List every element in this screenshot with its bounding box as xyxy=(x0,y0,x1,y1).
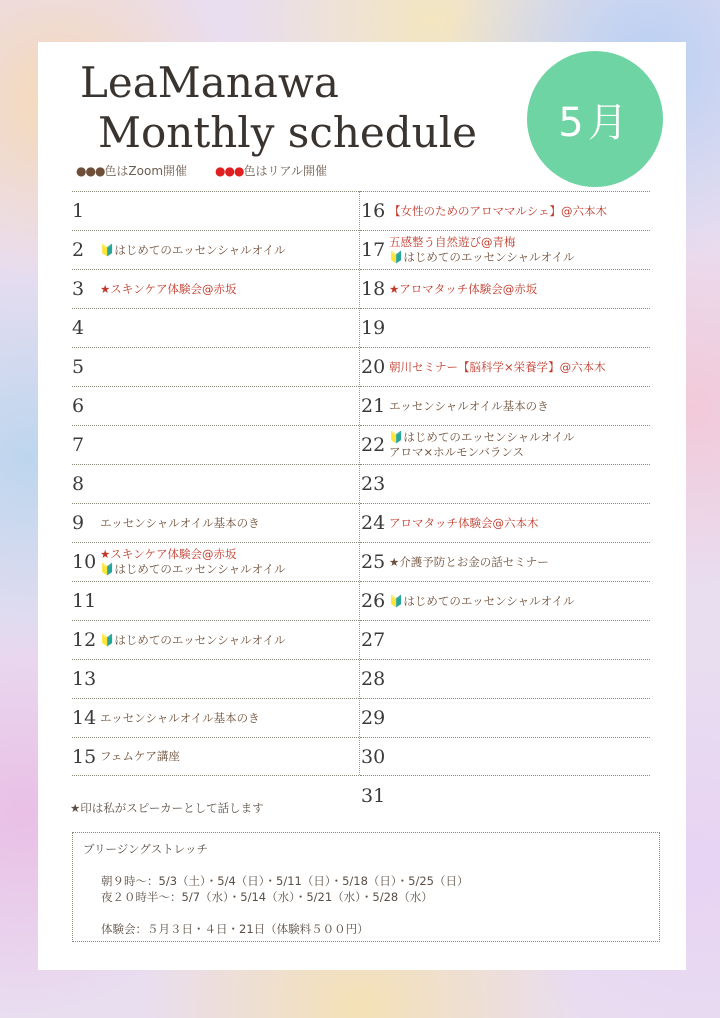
day-events xyxy=(389,430,575,460)
day-events xyxy=(389,594,575,609)
event-item: フェムケア講座 xyxy=(100,749,180,763)
day-row xyxy=(72,269,361,308)
day-number: 4 xyxy=(72,317,85,339)
day-number: 29 xyxy=(361,707,386,729)
event-item: エッセンシャルオイル基本のき xyxy=(389,398,549,413)
color-legend xyxy=(76,162,327,179)
day-row xyxy=(72,659,361,698)
day-number: 18 xyxy=(361,278,386,300)
day-events xyxy=(100,633,286,648)
event-item: アロマタッチ体験会@六本木 xyxy=(389,515,539,530)
event-item: ★スキンケア体験会@赤坂 xyxy=(100,547,237,561)
day-number: 5 xyxy=(72,356,85,378)
day-row xyxy=(361,737,650,776)
event-item: 🔰はじめてのエッセンシャルオイル xyxy=(389,593,575,608)
day-events xyxy=(389,204,607,219)
day-number: 27 xyxy=(361,629,386,651)
days-16-31-column xyxy=(361,191,650,815)
day-row xyxy=(72,698,361,737)
stretch-morning: 朝９時～：5/3（土）・5/4（日）・5/11（日）・5/18（日）・5/25（日） xyxy=(101,874,469,888)
event-item: 🔰はじめてのエッセンシャルオイル xyxy=(389,430,575,444)
day-row xyxy=(72,191,361,230)
day-row xyxy=(361,386,650,425)
day-row xyxy=(361,230,650,269)
month-badge: 5月 xyxy=(527,51,663,187)
event-item: ★介護予防とお金の話セミナー xyxy=(389,554,549,569)
stretch-info-box xyxy=(72,832,660,942)
day-number: 22 xyxy=(361,434,386,456)
real-color-dots: ●●● xyxy=(215,164,244,178)
day-number: 11 xyxy=(72,590,97,612)
day-events xyxy=(389,235,575,265)
day-events xyxy=(389,516,539,531)
day-number: 12 xyxy=(72,629,97,651)
day-number: 6 xyxy=(72,395,85,417)
event-item: エッセンシャルオイル基本のき xyxy=(100,515,260,530)
speaker-footnote: ★印は私がスピーカーとして話します xyxy=(70,801,264,815)
day-row xyxy=(72,737,361,776)
day-row xyxy=(72,425,361,464)
day-number: 15 xyxy=(72,745,97,768)
event-item: 🔰はじめてのエッセンシャルオイル xyxy=(389,250,575,264)
day-number: 30 xyxy=(361,745,386,768)
day-row xyxy=(361,347,650,386)
day-number: 28 xyxy=(361,668,386,690)
days-1-15-column xyxy=(72,191,361,776)
day-events xyxy=(389,555,549,570)
event-item: エッセンシャルオイル基本のき xyxy=(100,710,260,725)
day-events xyxy=(100,711,260,726)
day-number: 26 xyxy=(361,590,386,612)
day-number: 13 xyxy=(72,668,97,690)
day-row xyxy=(361,698,650,737)
day-events xyxy=(100,516,260,531)
stretch-title: ブリージングストレッチ xyxy=(83,842,209,856)
day-number: 23 xyxy=(361,473,386,495)
day-number: 31 xyxy=(361,784,386,807)
day-row xyxy=(72,230,361,269)
legend-zoom-text: 色はZoom開催 xyxy=(104,164,188,178)
legend-zoom xyxy=(76,162,187,179)
day-row xyxy=(361,308,650,347)
zoom-color-dots: ●●● xyxy=(76,164,105,178)
event-item: 🔰はじめてのエッセンシャルオイル xyxy=(100,562,286,576)
day-events xyxy=(389,360,606,375)
day-number: 9 xyxy=(72,512,85,534)
day-number: 7 xyxy=(72,434,85,456)
legend-real-text: 色はリアル開催 xyxy=(243,164,327,178)
day-row xyxy=(72,620,361,659)
day-number: 24 xyxy=(361,512,386,534)
page-title xyxy=(80,58,477,158)
day-row xyxy=(361,659,650,698)
title-line-1: LeaManawa xyxy=(80,58,339,107)
event-item: ★アロマタッチ体験会@赤坂 xyxy=(389,281,538,296)
day-row xyxy=(361,269,650,308)
day-row xyxy=(72,542,361,581)
day-number: 10 xyxy=(72,551,97,573)
day-events xyxy=(100,749,180,764)
event-item: 🔰はじめてのエッセンシャルオイル xyxy=(100,242,286,257)
day-row xyxy=(361,542,650,581)
day-number: 1 xyxy=(72,200,85,222)
day-events xyxy=(389,399,549,414)
day-number: 2 xyxy=(72,239,85,261)
day-row xyxy=(361,425,650,464)
day-number: 25 xyxy=(361,551,386,573)
day-row xyxy=(72,386,361,425)
day-events xyxy=(100,282,236,297)
event-item: 五感整う自然遊び@青梅 xyxy=(389,235,516,249)
day-row xyxy=(72,503,361,542)
day-row xyxy=(361,581,650,620)
day-row xyxy=(72,581,361,620)
stretch-trial: 体験会：５月３日・４日・21日（体験料５００円） xyxy=(101,922,369,936)
day-events xyxy=(100,243,286,258)
day-number: 21 xyxy=(361,395,386,417)
legend-real xyxy=(215,162,327,179)
event-item: ★スキンケア体験会@赤坂 xyxy=(100,281,237,296)
day-number: 17 xyxy=(361,239,386,261)
day-row xyxy=(72,308,361,347)
day-number: 8 xyxy=(72,473,85,495)
stretch-evening: 夜２０時半～：5/7（水）・5/14（水）・5/21（水）・5/28（水） xyxy=(101,890,433,904)
day-number: 16 xyxy=(361,200,386,222)
day-row xyxy=(72,347,361,386)
day-row xyxy=(361,503,650,542)
day-row xyxy=(361,191,650,230)
event-item: 【女性のためのアロママルシェ】@六本木 xyxy=(389,203,607,218)
day-number: 14 xyxy=(72,707,97,729)
day-number: 20 xyxy=(361,356,386,378)
event-item: 🔰はじめてのエッセンシャルオイル xyxy=(100,632,286,647)
event-item: アロマ×ホルモンバランス xyxy=(389,445,524,459)
day-row xyxy=(361,464,650,503)
day-row xyxy=(361,620,650,659)
day-number: 3 xyxy=(72,278,85,300)
day-row xyxy=(72,464,361,503)
day-number: 19 xyxy=(361,317,386,339)
title-line-2: Monthly schedule xyxy=(98,108,477,157)
event-item: 朝川セミナー【脳科学×栄養学】@六本木 xyxy=(389,359,606,374)
day-events xyxy=(100,547,286,577)
schedule-sheet xyxy=(38,42,686,970)
day-events xyxy=(389,282,537,297)
day-row xyxy=(361,776,650,815)
